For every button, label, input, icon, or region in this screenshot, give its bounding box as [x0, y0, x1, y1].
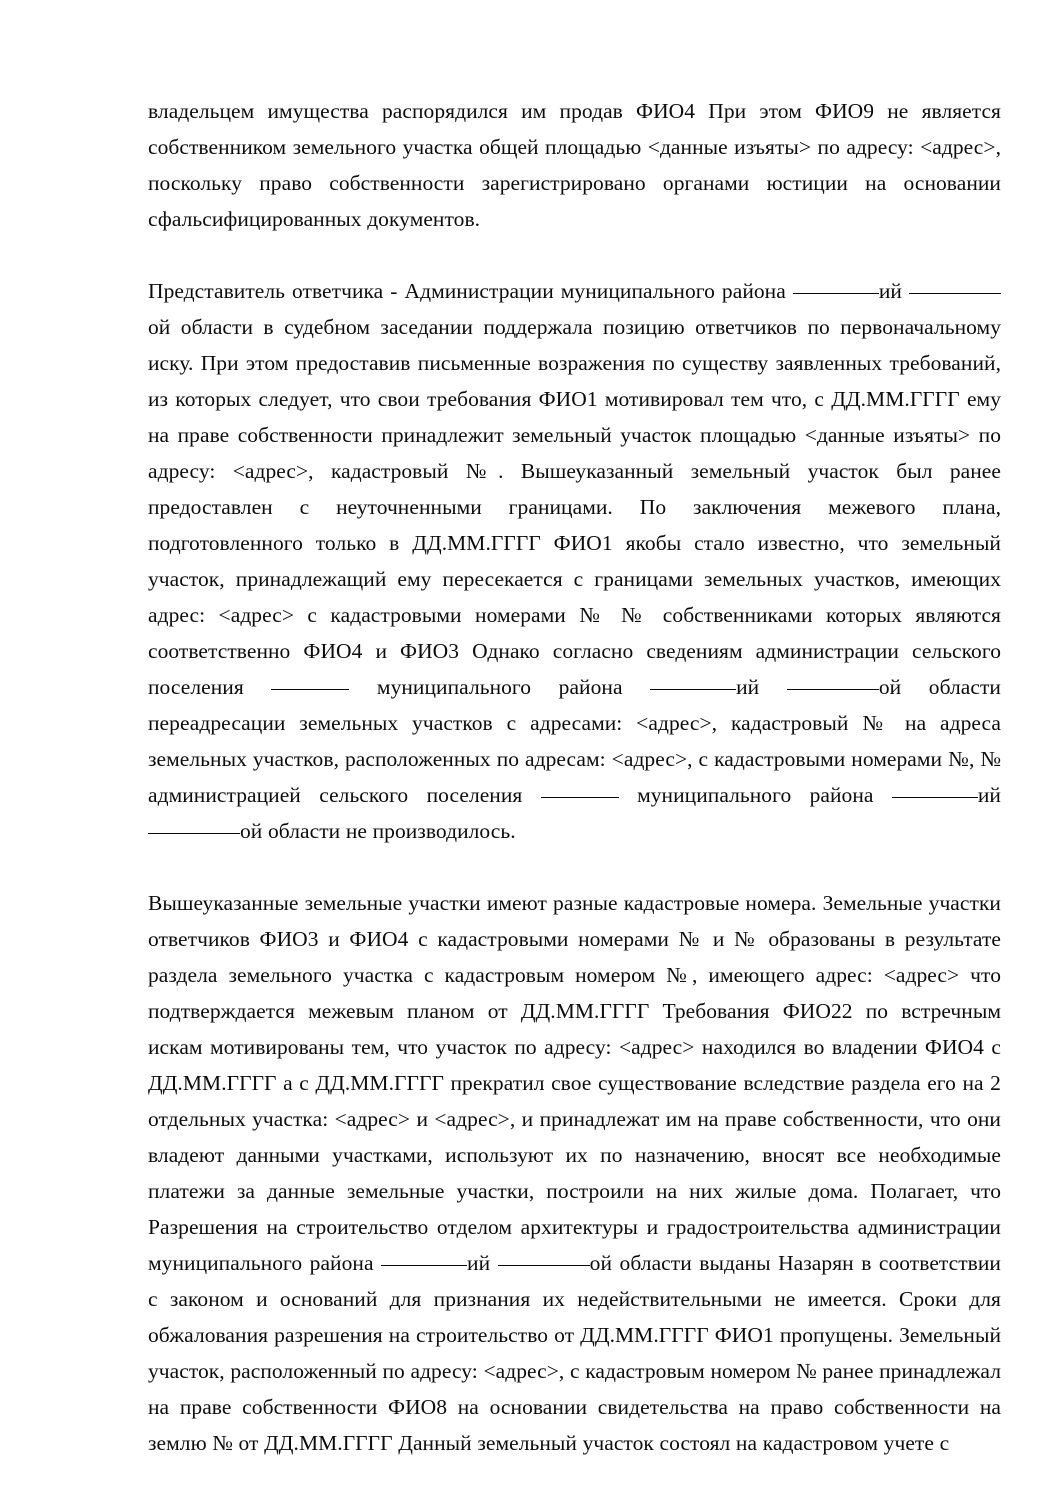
fill-in-blank [271, 669, 349, 690]
fill-in-blank [148, 813, 240, 834]
paragraph-1: владельцем имущества распорядился им продав ФИО4 При этом ФИО9 не является собственником земельного участка общей площадью <данные изъяты> по адресу: <адрес>, поскольку право собственности зарегистрировано органами юстиции на основании сфальсифицированных документов. [148, 99, 1001, 231]
fill-in-blank [541, 777, 619, 798]
fill-in-blank [892, 777, 978, 798]
document-text-body [148, 93, 1001, 1461]
fill-in-blank [381, 1245, 467, 1266]
paragraph-2: Представитель ответчика - Администрации муниципального района ий ой области в судебном заседании поддержала позицию ответчиков по первоначальному иску. При этом предоставив письменные возражения по существу заявленных требований, из которых следует, что свои требования ФИО1 мотивировал тем что, с ДД.ММ.ГГГГ ему на праве собственности принадлежит земельный участок площадью <данные изъяты> по адресу: <адрес>, кадастровый №. Вышеуказанный земельный участок был ранее предоставлен с неуточненными границами. По заключения межевого плана, подготовленного только в ДД.ММ.ГГГГ ФИО1 якобы стало известно, что земельный участок, принадлежащий ему пересекается с границами земельных участков, имеющих адрес: <адрес> с кадастровыми номерами № № собственниками которых являются соответственно ФИО4 и ФИО3 Однако согласно сведениям администрации сельского поселения муниципального района ий ой области переадресации земельных участков с адресами: <адрес>, кадастровый № на адреса земельных участков, расположенных по адресам: <адрес>, с кадастровыми номерами №, № администрацией сельского поселения муниципального района ий ой области не производилось. [148, 273, 1001, 849]
fill-in-blank [909, 273, 1001, 294]
fill-in-blank [650, 669, 736, 690]
fill-in-blank [787, 669, 879, 690]
fill-in-blank [793, 273, 879, 294]
fill-in-blank [498, 1245, 590, 1266]
paragraph-3: Вышеуказанные земельные участки имеют разные кадастровые номера. Земельные участки ответчиков ФИО3 и ФИО4 с кадастровыми номерами № и № образованы в результате раздела земельного участка с кадастровым номером №, имеющего адрес: <адрес> что подтверждается межевым планом от ДД.ММ.ГГГГ Требования ФИО22 по встречным искам мотивированы тем, что участок по адресу: <адрес> находился во владении ФИО4 с ДД.ММ.ГГГГ а с ДД.ММ.ГГГГ прекратил свое существование вследствие раздела его на 2 отдельных участка: <адрес> и <адрес>, и принадлежат им на праве собственности, что они владеют данными участками, используют их по назначению, вносят все необходимые платежи за данные земельные участки, построили на них жилые дома. Полагает, что Разрешения на строительство отделом архитектуры и градостроительства администрации муниципального района ий ой области выданы Назарян в соответствии с законом и оснований для признания их недействительными не имеется. Сроки для обжалования разрешения на строительство от ДД.ММ.ГГГГ ФИО1 пропущены. Земельный участок, расположенный по адресу: <адрес>, с кадастровым номером № ранее принадлежал на праве собственности ФИО8 на основании свидетельства на право собственности на землю № от ДД.ММ.ГГГГ Данный земельный участок состоял на кадастровом учете с [148, 891, 1001, 1455]
